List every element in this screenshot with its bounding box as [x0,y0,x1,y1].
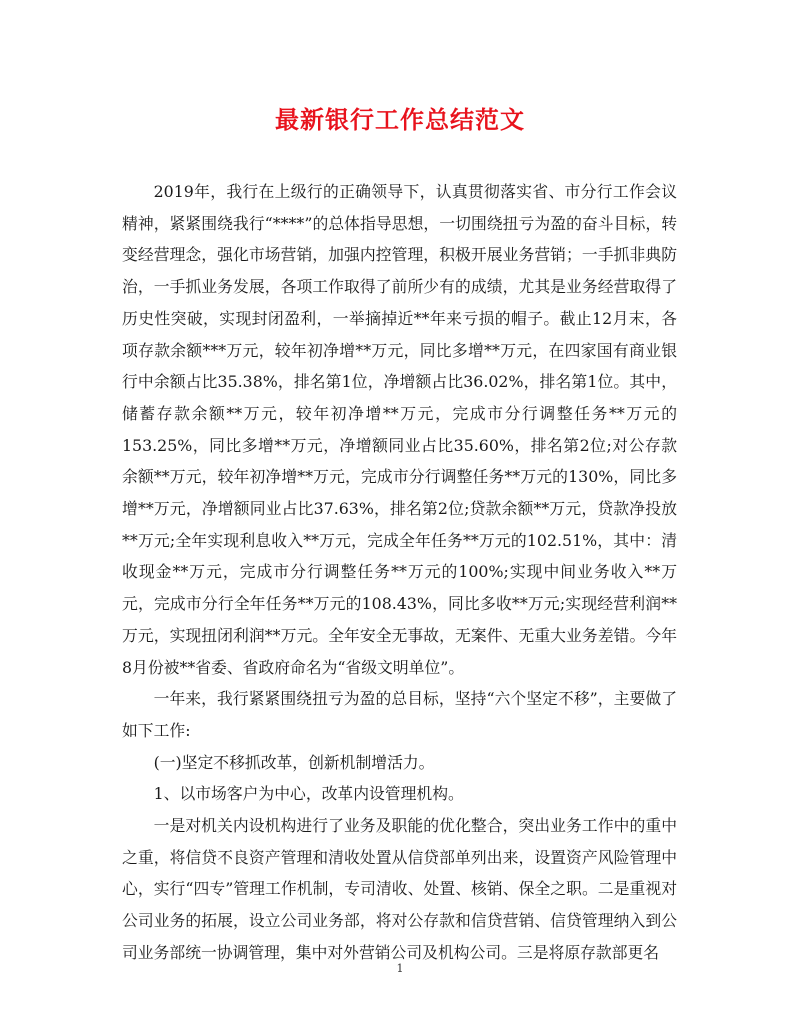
subsection-heading-1: 1、以市场客户为中心，改革内设管理机构。 [153,784,464,804]
paragraph-summary: 2019年，我行在上级行的正确领导下，认真贯彻落实省、市分行工作会议精神，紧紧围绕我行“****”的总体指导思想，一切围绕扭亏为盈的奋斗目标，转变经营理念，强化市场营销，加强内控管理，积极开展业务营销；一手抓非典防治，一手抓业务发展，各项工作取得了前所少有的成绩，尤其是业务经营取得了历史性突破，实现封闭盈利，一举摘掉近**年来亏损的帽子。截止12月末，各项存款余额***万元，较年初净增**万元，同比多增**万元，在四家国有商业银行中余额占比35.38%，排名第1位，净增额占比36.02%，排名第1位。其中，储蓄存款余额**万元，较年初净增**万元，完成市分行调整任务**万元的153.25%，同比多增**万元，净增额同业占比35.60%，排名第2位;对公存款余额**万元，较年初净增**万元，完成市分行调整任务**万元的130%，同比多增**万元，净增额同业占比37.63%，排名第2位;贷款余额**万元，贷款净投放**万元;全年实现利息收入**万元，完成全年任务**万元的102.51%，其中：清收现金**万元，完成市分行调整任务**万元的100%;实现中间业务收入**万元，完成市分行全年任务**万元的108.43%，同比多收**万元;实现经营利润**万元，实现扭闭利润**万元。全年安全无事故，无案件、无重大业务差错。今年8月份被**省委、省政府命名为“省级文明单位”。 [122,182,677,677]
page-number: 1 [396,962,404,975]
document-title: 最新银行工作总结范文 [275,105,525,134]
document-body [122,176,677,969]
paragraph-intro: 一年来，我行紧紧围绕扭亏为盈的总目标，坚持“六个坚定不移”，主要做了如下工作: [122,689,677,740]
paragraph-reform: 一是对机关内设机构进行了业务及职能的优化整合，突出业务工作中的重中之重，将信贷不良资产管理和清收处置从信贷部单列出来，设置资产风险管理中心，实行“四专”管理工作机制，专司清收、处置、核销、保全之职。二是重视对公司业务的拓展，设立公司业务部，将对公存款和信贷营销、信贷管理纳入到公司业务部统一协调管理，集中对外营销公司及机构公司。三是将原存款部更名 [122,816,677,962]
section-heading-1: (一)坚定不移抓改革，创新机制增活力。 [153,752,435,772]
